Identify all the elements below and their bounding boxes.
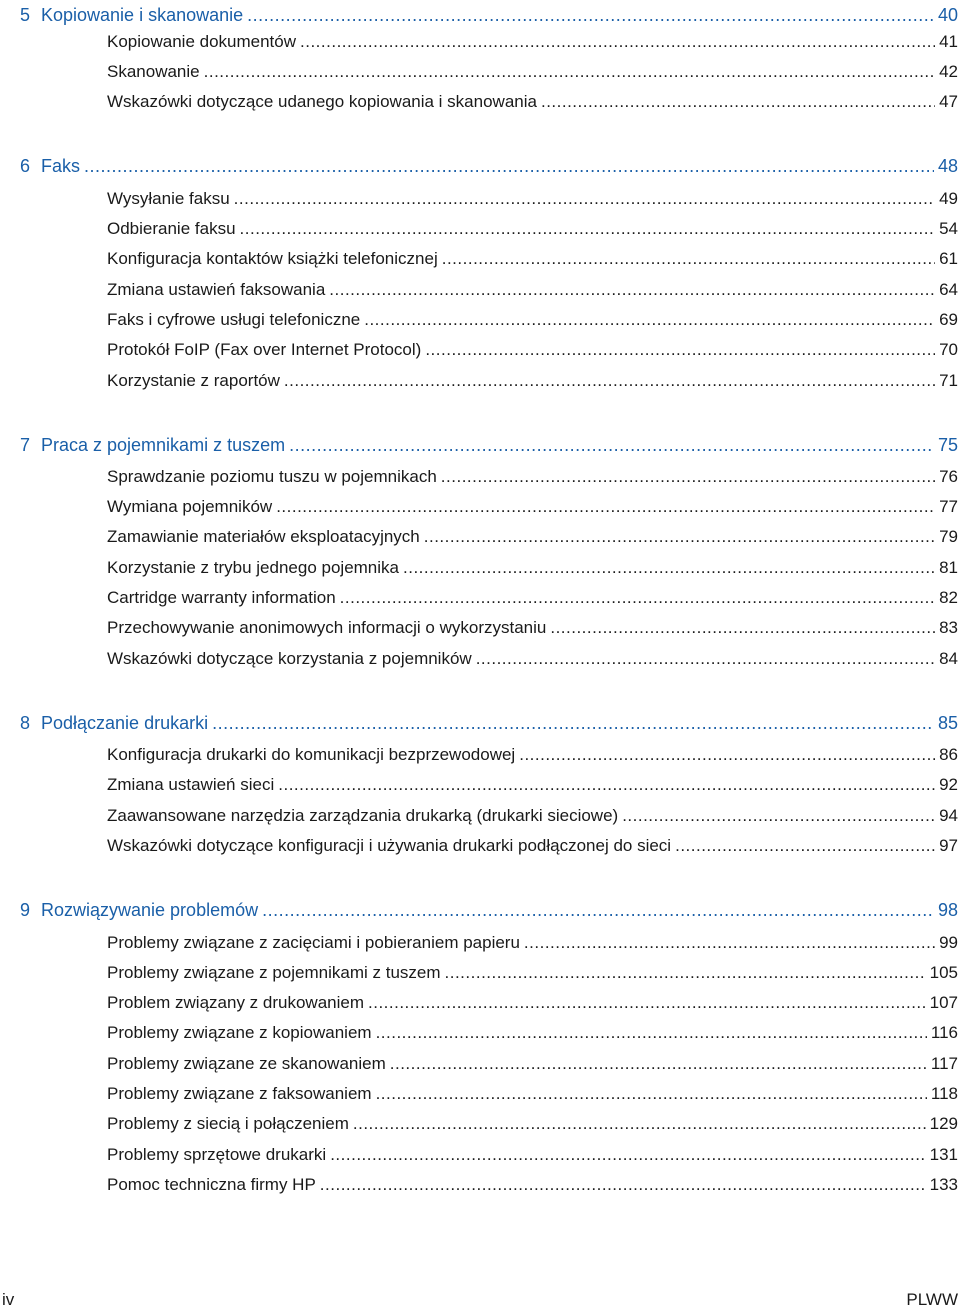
toc-entry-title: Przechowywanie anonimowych informacji o wykorzystaniu — [107, 618, 547, 637]
toc-dot-leader — [320, 1175, 926, 1195]
toc-section-entry[interactable] — [107, 740, 958, 770]
toc-section-entry[interactable] — [107, 214, 958, 244]
toc-page-number: 86 — [939, 745, 958, 764]
toc-entry-title: Praca z pojemnikami z tuszem — [41, 435, 286, 455]
toc-page-number: 41 — [939, 32, 958, 51]
toc-dot-leader — [476, 649, 935, 669]
toc-dot-leader — [276, 497, 935, 517]
footer-page-number: iv — [2, 1290, 15, 1309]
toc-chapter-number: 5 — [20, 5, 31, 25]
toc-section-entry[interactable] — [107, 1049, 958, 1079]
toc-section-entry[interactable] — [107, 801, 958, 831]
toc-page-number: 116 — [930, 1023, 958, 1042]
toc-section-entry[interactable] — [107, 87, 958, 117]
toc-page-number: 82 — [939, 588, 958, 607]
toc-entry-title: Problemy związane z zacięciami i pobieraniem papieru — [107, 933, 520, 952]
toc-dot-leader — [300, 32, 935, 52]
toc-entry-title: Zaawansowane narzędzia zarządzania drukarką (drukarki sieciowe) — [107, 806, 619, 825]
toc-section-entry[interactable] — [107, 770, 958, 800]
toc-dot-leader — [541, 92, 935, 112]
toc-entry-title: Problemy związane z faksowaniem — [107, 1084, 372, 1103]
toc-page-number: 92 — [939, 775, 958, 794]
toc-entry-title: Podłączanie drukarki — [41, 713, 209, 733]
toc-entry-title: Odbieranie faksu — [107, 219, 236, 238]
toc-dot-leader — [368, 993, 926, 1013]
toc-section-entry[interactable] — [107, 305, 958, 335]
toc-section-entry[interactable] — [107, 1170, 958, 1200]
toc-entry-title: Faks — [41, 156, 81, 176]
toc-entry-title: Korzystanie z raportów — [107, 371, 280, 390]
toc-entry-title: Wskazówki dotyczące konfiguracji i używania drukarki podłączonej do sieci — [107, 836, 672, 855]
toc-dot-leader — [204, 62, 935, 82]
toc-entry-title: Skanowanie — [107, 62, 200, 81]
toc-entry-title: Wskazówki dotyczące udanego kopiowania i skanowania — [107, 92, 537, 111]
toc-entry-title: Zmiana ustawień faksowania — [107, 280, 326, 299]
toc-dot-leader — [524, 933, 935, 953]
toc-entry-title: Problemy związane z pojemnikami z tuszem — [107, 963, 441, 982]
toc-dot-leader — [353, 1114, 926, 1134]
toc-dot-leader — [390, 1054, 927, 1074]
toc-dot-leader — [340, 588, 935, 608]
toc-dot-leader — [329, 280, 935, 300]
toc-dot-leader — [278, 775, 935, 795]
toc-entry-title: Korzystanie z trybu jednego pojemnika — [107, 558, 399, 577]
toc-section-entry[interactable] — [107, 275, 958, 305]
toc-section-entry[interactable] — [107, 553, 958, 583]
toc-page-number: 94 — [939, 806, 958, 825]
toc-dot-leader — [330, 1145, 925, 1165]
toc-entry-title: Pomoc techniczna firmy HP — [107, 1175, 316, 1194]
toc-page-number: 83 — [939, 618, 958, 637]
toc-chapter-number: 9 — [20, 900, 31, 920]
toc-chapter-entry[interactable] — [20, 430, 958, 460]
toc-dot-leader — [442, 249, 935, 269]
toc-page-number: 84 — [939, 649, 958, 668]
toc-section-entry[interactable] — [107, 831, 958, 861]
toc-entry-title: Kopiowanie dokumentów — [107, 32, 297, 51]
footer-locale: PLWW — [906, 1290, 958, 1309]
toc-dot-leader — [445, 963, 926, 983]
toc-section-entry[interactable] — [107, 522, 958, 552]
toc-chapter-entry[interactable] — [20, 0, 958, 30]
toc-page-number: 133 — [929, 1175, 958, 1194]
toc-dot-leader — [84, 156, 934, 176]
toc-entry-title: Faks i cyfrowe usługi telefoniczne — [107, 310, 361, 329]
toc-page-number: 54 — [939, 219, 958, 238]
toc-entry-title: Wymiana pojemników — [107, 497, 273, 516]
toc-section-entry[interactable] — [107, 644, 958, 674]
toc-dot-leader — [284, 371, 935, 391]
toc-dot-leader — [364, 310, 935, 330]
toc-dot-leader — [234, 189, 935, 209]
toc-entry-title: Cartridge warranty information — [107, 588, 336, 607]
toc-dot-leader — [519, 745, 935, 765]
toc-section-entry[interactable] — [107, 462, 958, 492]
toc-chapter-entry[interactable] — [20, 895, 958, 925]
toc-chapter-entry[interactable] — [20, 708, 958, 738]
toc-page-number: 85 — [937, 713, 958, 733]
toc-section-entry[interactable] — [107, 1140, 958, 1170]
toc-section-entry[interactable] — [107, 492, 958, 522]
toc-page-number: 79 — [939, 527, 958, 546]
toc-section-entry[interactable] — [107, 1109, 958, 1139]
toc-dot-leader — [403, 558, 935, 578]
toc-page-number: 81 — [939, 558, 958, 577]
toc-section-entry[interactable] — [107, 958, 958, 988]
toc-page-number: 117 — [930, 1054, 958, 1073]
toc-dot-leader — [425, 340, 935, 360]
toc-page-number: 98 — [937, 900, 958, 920]
toc-page-number: 105 — [929, 963, 958, 982]
toc-entry-title: Problemy związane z kopiowaniem — [107, 1023, 372, 1042]
toc-section-entry[interactable] — [107, 27, 958, 57]
toc-entry-title: Problem związany z drukowaniem — [107, 993, 364, 1012]
toc-page-number: 129 — [929, 1114, 958, 1133]
toc-dot-leader — [424, 527, 935, 547]
toc-section-entry[interactable] — [107, 928, 958, 958]
toc-page-number: 118 — [930, 1084, 958, 1103]
toc-page-number: 70 — [939, 340, 958, 359]
toc-dot-leader — [240, 219, 936, 239]
toc-entry-title: Protokół FoIP (Fax over Internet Protocol) — [107, 340, 422, 359]
toc-page-number: 97 — [939, 836, 958, 855]
toc-section-entry[interactable] — [107, 613, 958, 643]
toc-entry-title: Sprawdzanie poziomu tuszu w pojemnikach — [107, 467, 437, 486]
toc-dot-leader — [441, 467, 935, 487]
toc-page-number: 64 — [939, 280, 958, 299]
toc-entry-title: Problemy sprzętowe drukarki — [107, 1145, 327, 1164]
toc-section-entry[interactable] — [107, 244, 958, 274]
toc-section-entry[interactable] — [107, 583, 958, 613]
toc-entry-title: Kopiowanie i skanowanie — [41, 5, 244, 25]
toc-entry-title: Wysyłanie faksu — [107, 189, 230, 208]
toc-page-number: 107 — [929, 993, 958, 1012]
toc-section-entry[interactable] — [107, 184, 958, 214]
toc-page-number: 69 — [939, 310, 958, 329]
toc-dot-leader — [376, 1084, 927, 1104]
toc-chapter-number: 8 — [20, 713, 31, 733]
toc-section-entry[interactable] — [107, 1079, 958, 1109]
toc-entry-title: Wskazówki dotyczące korzystania z pojemników — [107, 649, 472, 668]
toc-entry-title: Zmiana ustawień sieci — [107, 775, 275, 794]
toc-section-entry[interactable] — [107, 1018, 958, 1048]
toc-page-number: 77 — [939, 497, 958, 516]
toc-entry-title: Rozwiązywanie problemów — [41, 900, 259, 920]
toc-dot-leader — [247, 5, 934, 25]
toc-page-number: 99 — [939, 933, 958, 952]
toc-dot-leader — [376, 1023, 927, 1043]
toc-dot-leader — [289, 435, 934, 455]
toc-page-number: 71 — [939, 371, 958, 390]
toc-section-entry[interactable] — [107, 366, 958, 396]
toc-dot-leader — [212, 713, 934, 733]
toc-page-number: 42 — [939, 62, 958, 81]
toc-entry-title: Zamawianie materiałów eksploatacyjnych — [107, 527, 420, 546]
toc-dot-leader — [622, 806, 935, 826]
toc-page-number: 76 — [939, 467, 958, 486]
toc-chapter-entry[interactable] — [20, 151, 958, 181]
toc-page-number: 47 — [939, 92, 958, 111]
toc-dot-leader — [550, 618, 935, 638]
toc-page-number: 49 — [939, 189, 958, 208]
toc-dot-leader — [262, 900, 934, 920]
toc-entry-title: Konfiguracja kontaktów książki telefonicznej — [107, 249, 438, 268]
toc-page-number: 75 — [937, 435, 958, 455]
toc-section-entry[interactable] — [107, 57, 958, 87]
toc-page-number: 61 — [939, 249, 958, 268]
toc-dot-leader — [675, 836, 935, 856]
toc-entry-title: Problemy z siecią i połączeniem — [107, 1114, 349, 1133]
toc-chapter-number: 6 — [20, 156, 31, 176]
toc-chapter-number: 7 — [20, 435, 31, 455]
toc-page-number: 48 — [937, 156, 958, 176]
toc-page-number: 131 — [929, 1145, 958, 1164]
toc-entry-title: Konfiguracja drukarki do komunikacji bezprzewodowej — [107, 745, 516, 764]
toc-page-number: 40 — [937, 5, 958, 25]
toc-section-entry[interactable] — [107, 988, 958, 1018]
toc-entry-title: Problemy związane ze skanowaniem — [107, 1054, 386, 1073]
toc-section-entry[interactable] — [107, 335, 958, 365]
